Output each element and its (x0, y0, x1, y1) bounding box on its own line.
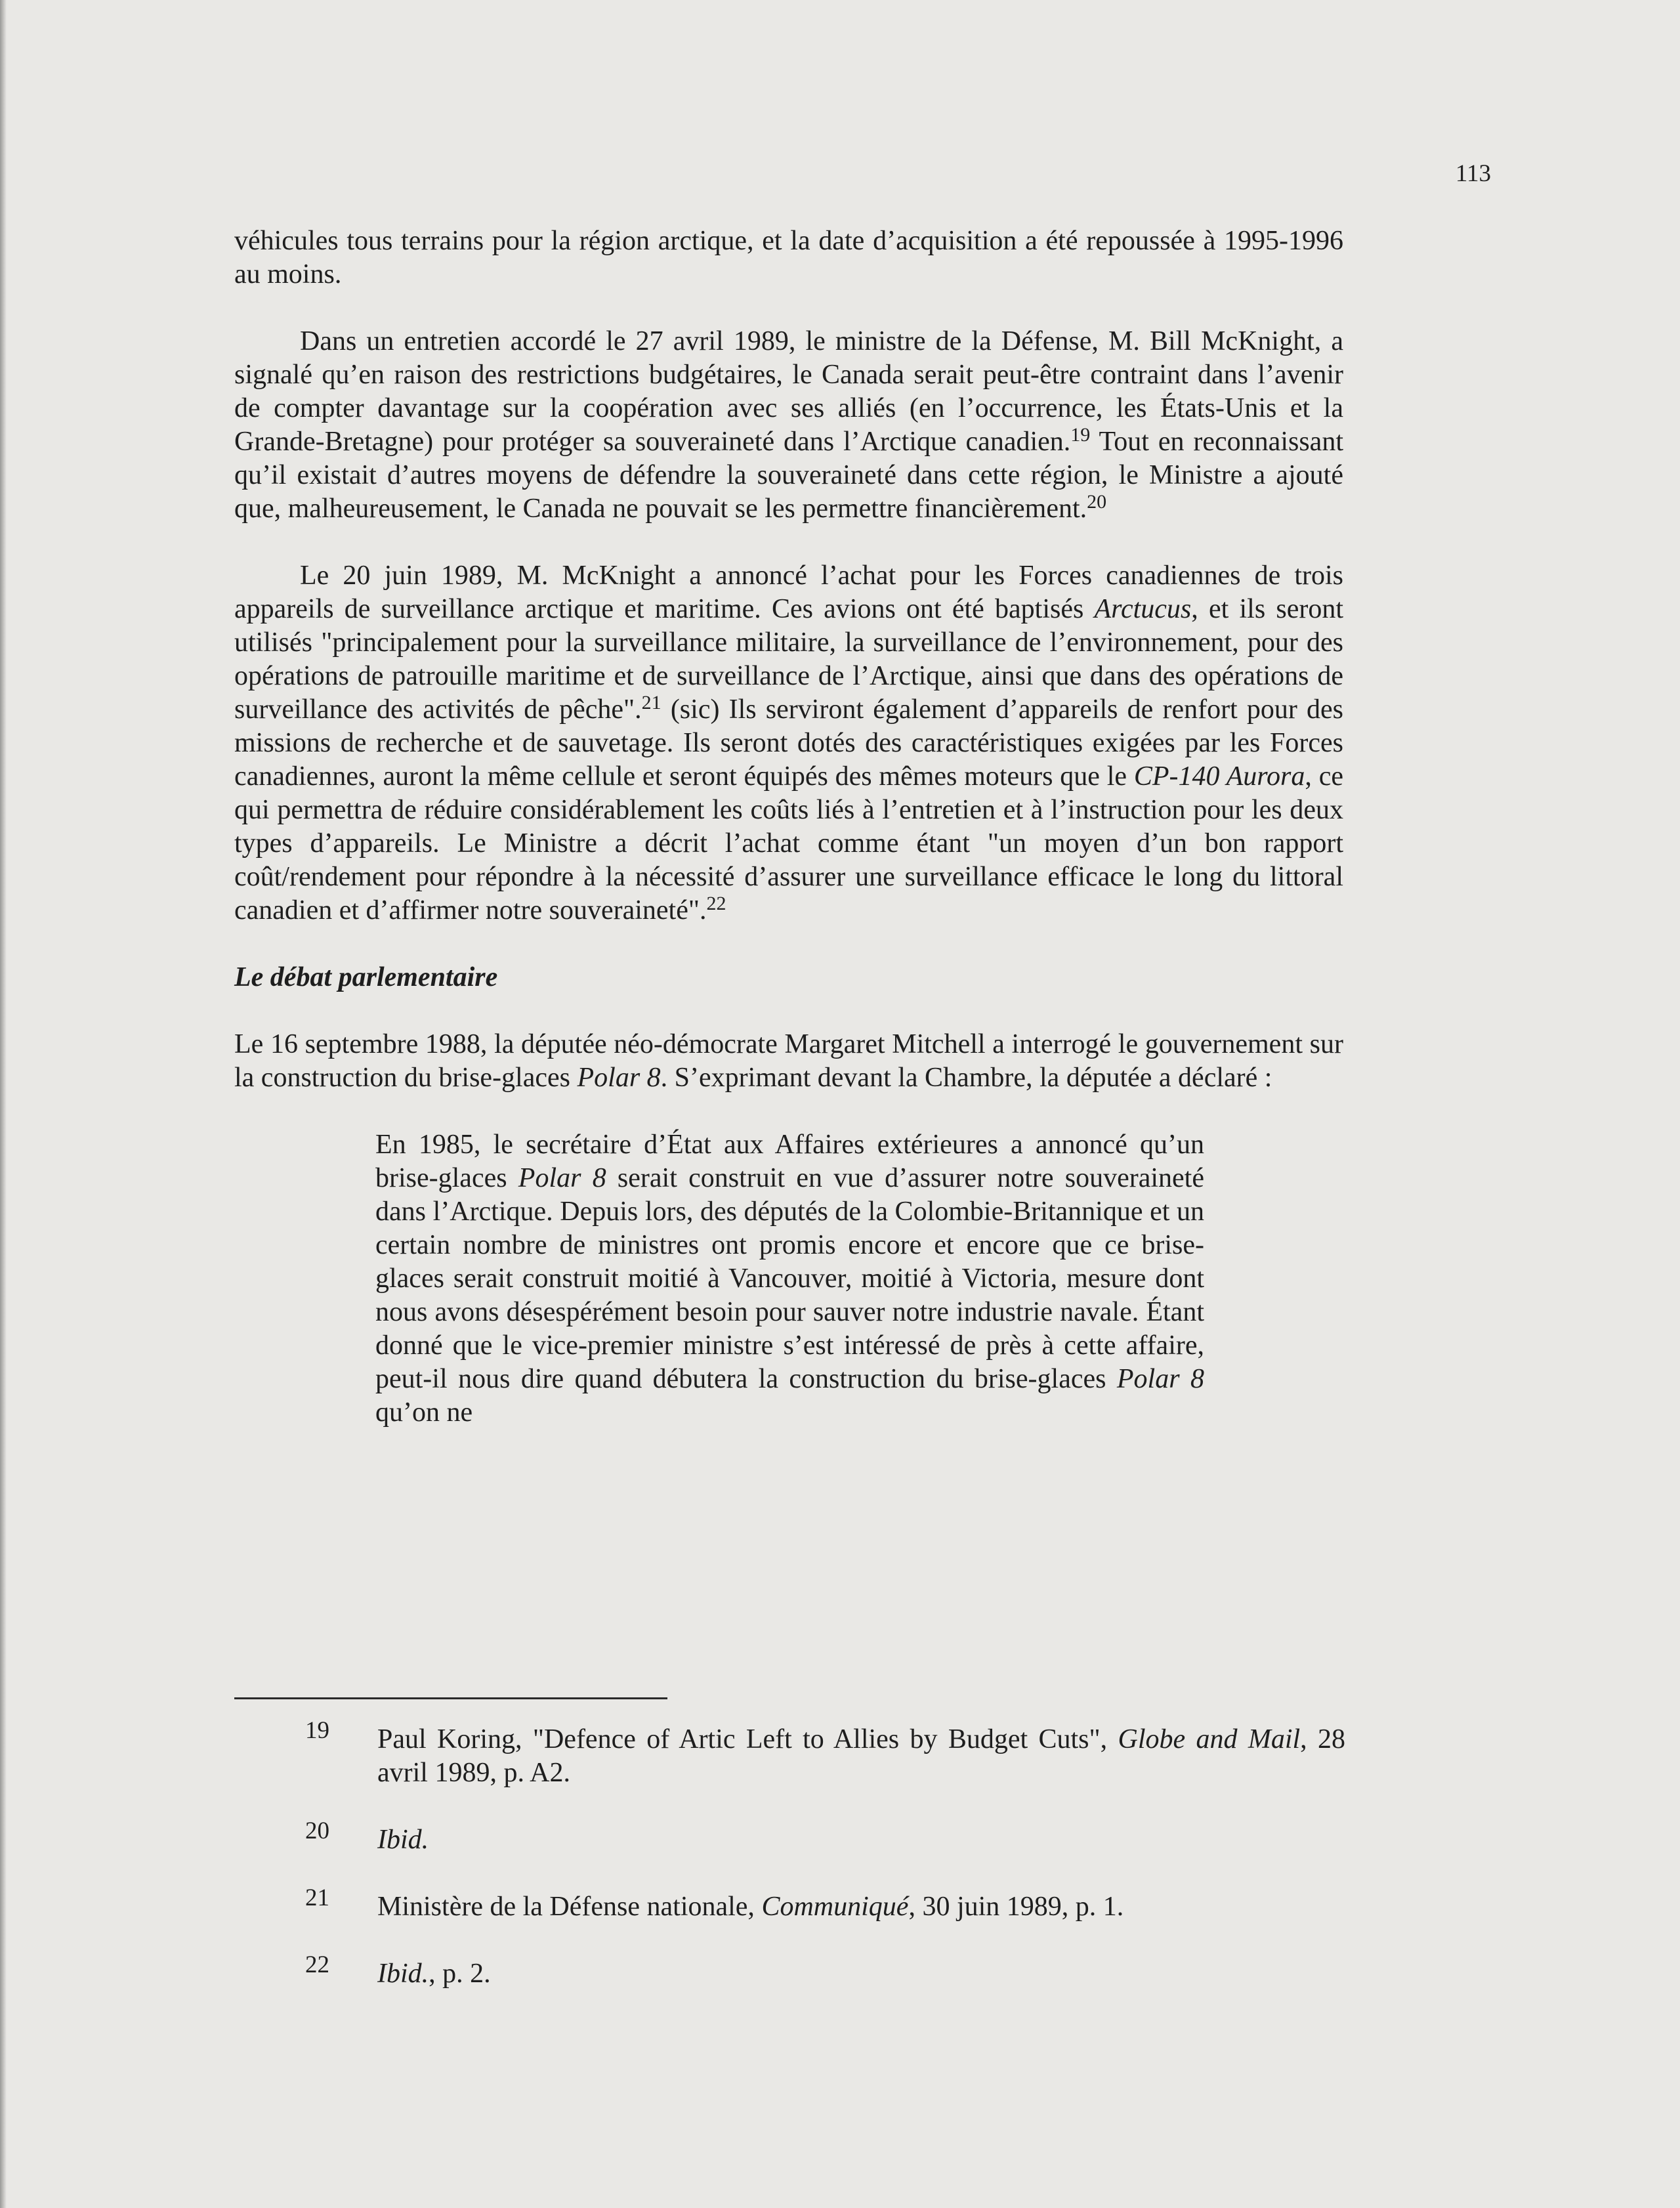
paragraph-3-text-b: , et ils seront utilisés "principalement pour la surveillance militaire, la surveillance de l’environnement, pour des opérations de patrouille maritime et de surveillance de l’Arctique, ainsi que dans des opérations de surveillance des activités de pêche". (234, 594, 1343, 725)
page-edge-shadow (0, 0, 7, 2208)
footnote-ref-19[interactable]: 19 (1070, 424, 1091, 446)
quote-ship-name-1: Polar 8 (518, 1163, 606, 1193)
footnote-text (377, 1823, 1345, 1857)
footnote-20 (305, 1817, 1345, 1857)
quote-text-a: En 1985, le secrétaire d’État aux Affaires extérieures a annoncé qu’un brise-glaces (375, 1130, 1204, 1193)
block-quote (234, 1128, 1343, 1430)
paragraph-3-text-c: (sic) Ils serviront également d’appareils de renfort pour des missions de recherche et de sauvetage. Ils seront dotés des caractéristiques exigées par les Forces canadiennes, auront la même cellule et seront équipés des mêmes moteurs que le (234, 694, 1344, 792)
footnote-text (377, 1723, 1345, 1790)
quote-text-b: serait construit en vue d’assurer notre souveraineté dans l’Arctique. Depuis lors, des députés de la Colombie-Britannique et un certain nombre de ministres ont promis encore et encore que ce brise-glaces serait construit moitié à Vancouver, moitié à Victoria, mesure dont nous avons désespérément besoin pour sauver notre industrie navale. Étant donné que le vice-premier ministre s’est intéressé de près à cette affaire, peut-il nous dire quand débutera la construction du brise-glaces (375, 1163, 1204, 1394)
footnotes (305, 1717, 1346, 2024)
paragraph-2-text-b: Tout en reconnaissant qu’il existait d’autres moyens de défendre la souveraineté dans cette région, le Ministre a ajouté que, malheureusement, le Canada ne pouvait se les permettre financièrement. (234, 427, 1343, 524)
footnote-22 (305, 1951, 1345, 1991)
footnote-italic: Communiqué (761, 1892, 909, 1922)
footnote-21 (305, 1884, 1345, 1924)
section-heading: Le débat parlementaire (234, 962, 498, 992)
paragraph-3-text-a: Le 20 juin 1989, M. McKnight a annoncé l’achat pour les Forces canadiennes de trois appareils de surveillance arctique et maritime. Ces avions ont été baptisés (234, 561, 1343, 624)
body-text (234, 224, 1343, 1463)
footnote-19 (305, 1717, 1346, 1790)
footnote-text-a: Paul Koring, "Defence of Artic Left to Allies by Budget Cuts", (377, 1724, 1118, 1754)
quote-text-c: qu’on ne (375, 1397, 473, 1428)
paragraph-1-text: véhicules tous terrains pour la région arctique, et la date d’acquisition a été repoussée à 1995-1996 au moins. (234, 226, 1343, 289)
footnote-italic: Ibid. (377, 1959, 429, 1989)
aircraft-name-aurora: CP-140 Aurora (1133, 761, 1305, 792)
footnote-text-b: , p. 2. (429, 1959, 491, 1989)
paragraph-2 (234, 325, 1343, 526)
ship-name-polar-8: Polar 8 (577, 1063, 661, 1093)
paragraph-4-text-b: . S’exprimant devant la Chambre, la députée a déclaré : (660, 1063, 1272, 1093)
page-number: 113 (1455, 160, 1491, 187)
footnote-number: 21 (305, 1884, 329, 1911)
footnote-number: 20 (305, 1817, 329, 1844)
footnote-number: 22 (305, 1951, 329, 1978)
footnote-text-b: , 30 juin 1989, p. 1. (908, 1892, 1124, 1922)
footnote-ref-20[interactable]: 20 (1087, 491, 1107, 513)
paragraph-1 (234, 224, 1343, 291)
footnote-text-b: , 28 avril 1989, p. A2. (377, 1724, 1346, 1788)
paragraph-3 (234, 559, 1343, 927)
paragraph-2-text-a: Dans un entretien accordé le 27 avril 1989, le ministre de la Défense, M. Bill McKnight, a signalé qu’en raison des restrictions budgétaires, le Canada serait peut-être contraint dans l’avenir de compter davantage sur la coopération avec ses alliés (en l’occurrence, les États-Unis et la Grande-Bretagne) pour protéger sa souveraineté dans l’Arctique canadien. (234, 326, 1343, 457)
footnote-number: 19 (305, 1717, 329, 1744)
footnote-italic: Globe and Mail (1118, 1724, 1301, 1754)
footnote-italic: Ibid. (377, 1825, 429, 1855)
footnote-separator (234, 1697, 667, 1699)
footnote-ref-21[interactable]: 21 (641, 692, 662, 713)
paragraph-3-text-d: , ce qui permettra de réduire considérablement les coûts liés à l’entretien et à l’instruction pour les deux types d’appareils. Le Ministre a décrit l’achat comme étant "un moyen d’un bon rapport coût/rendement pour répondre à la nécessité d’assurer une surveillance efficace le long du littoral canadien et d’affirmer notre souveraineté". (234, 761, 1343, 925)
quote-paragraph (375, 1128, 1204, 1430)
paragraph-4 (234, 1028, 1343, 1095)
footnote-text-a: Ministère de la Défense nationale, (377, 1892, 762, 1922)
quote-ship-name-2: Polar 8 (1116, 1364, 1205, 1394)
paragraph-4-text-a: Le 16 septembre 1988, la députée néo-démocrate Margaret Mitchell a interrogé le gouvernement sur la construction du brise-glaces (234, 1029, 1343, 1093)
footnote-text (377, 1890, 1345, 1924)
footnote-text (377, 1957, 1345, 1991)
footnote-ref-22[interactable]: 22 (706, 893, 726, 914)
aircraft-name-arctucus: Arctucus (1094, 594, 1192, 624)
